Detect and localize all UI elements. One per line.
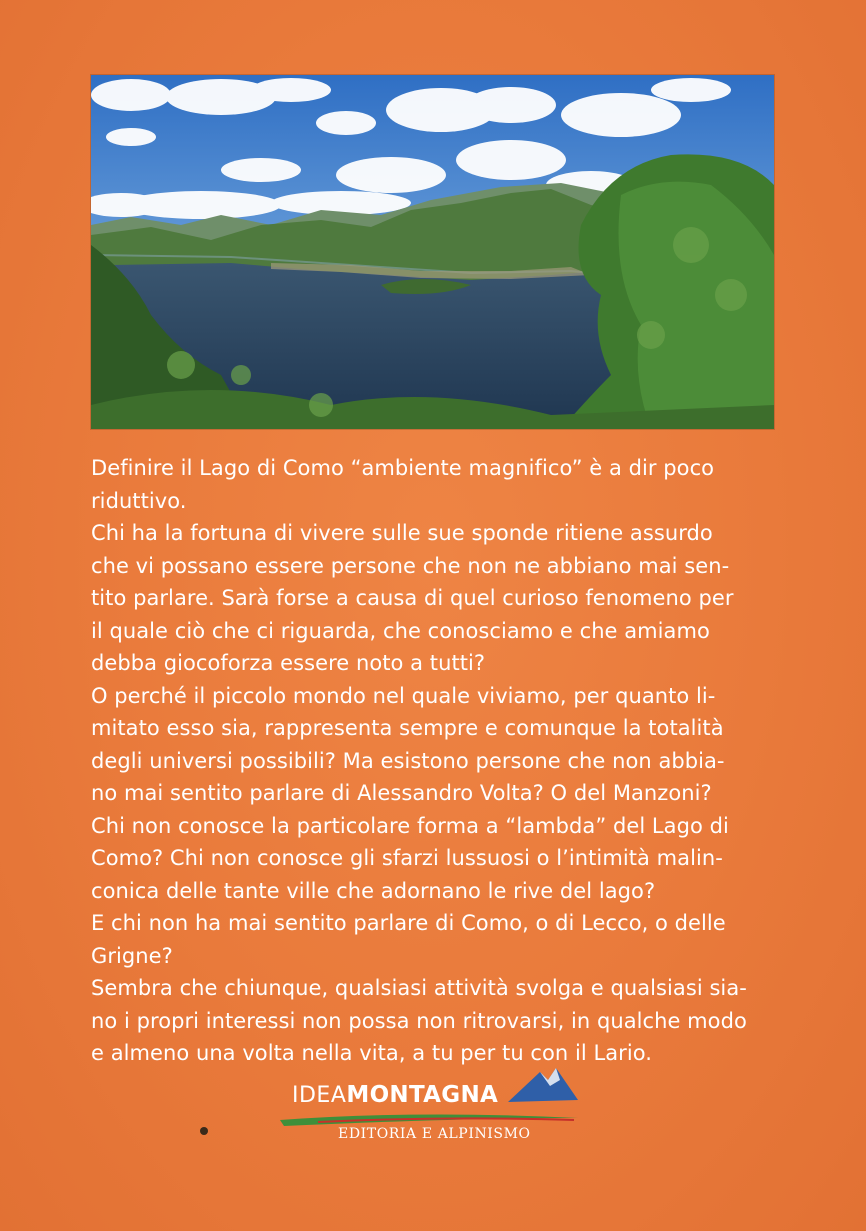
blurb-line: E chi non ha mai sentito parlare di Como, o di Lecco, o delle [91, 911, 726, 935]
blurb-line: Como? Chi non conosce gli sfarzi lussuosi o l’intimità malin- [91, 846, 723, 870]
blurb-line: O perché il piccolo mondo nel quale viviamo, per quanto li- [91, 683, 716, 708]
blurb-line: e almeno una volta nella vita, a tu per tu con il Lario. [91, 1041, 652, 1065]
blurb-line: tito parlare. Sarà forse a causa di quel curioso fenomeno per [91, 586, 734, 610]
blurb-line: Definire il Lago di Como “ambiente magnifico” è a dir poco [91, 456, 715, 480]
print-speck [200, 1127, 208, 1135]
blurb-line: degli universi possibili? Ma esistono persone che non abbia- [91, 748, 725, 773]
back-cover-blurb [91, 452, 777, 1070]
publisher-name-montagna: MONTAGNA [346, 1082, 499, 1108]
publisher-name-idea: IDEA [292, 1083, 347, 1108]
publisher-name [292, 1082, 498, 1108]
blurb-line: Chi non conosce la particolare forma a “lambda” del Lago di [91, 813, 729, 838]
blurb-line: no i propri interessi non possa non ritrovarsi, in qualche modo [91, 1008, 747, 1033]
blurb-line: debba giocoforza essere noto a tutti? [91, 651, 486, 675]
blurb-line: Chi ha la fortuna di vivere sulle sue sponde ritiene assurdo [91, 521, 713, 545]
blurb-line: il quale ciò che ci riguarda, che conosciamo e che amiamo [91, 618, 710, 643]
blurb-line: che vi possano essere persone che non ne abbiano mai sen- [91, 553, 730, 578]
blurb-line: no mai sentito parlare di Alessandro Volta? O del Manzoni? [91, 781, 712, 805]
blurb-line: Sembra che chiunque, qualsiasi attività svolga e qualsiasi sia- [91, 976, 747, 1000]
blurb-line: conica delle tante ville che adornano le rive del lago? [91, 878, 656, 903]
publisher-tagline: EDITORIA E ALPINISMO [338, 1126, 531, 1142]
publisher-logo [278, 1060, 598, 1150]
blurb-line: riduttivo. [91, 488, 187, 513]
blurb-line: mitato esso sia, rappresenta sempre e comunque la totalità [91, 716, 724, 740]
lake-como-photo [91, 75, 774, 429]
blurb-line: Grigne? [91, 943, 173, 968]
